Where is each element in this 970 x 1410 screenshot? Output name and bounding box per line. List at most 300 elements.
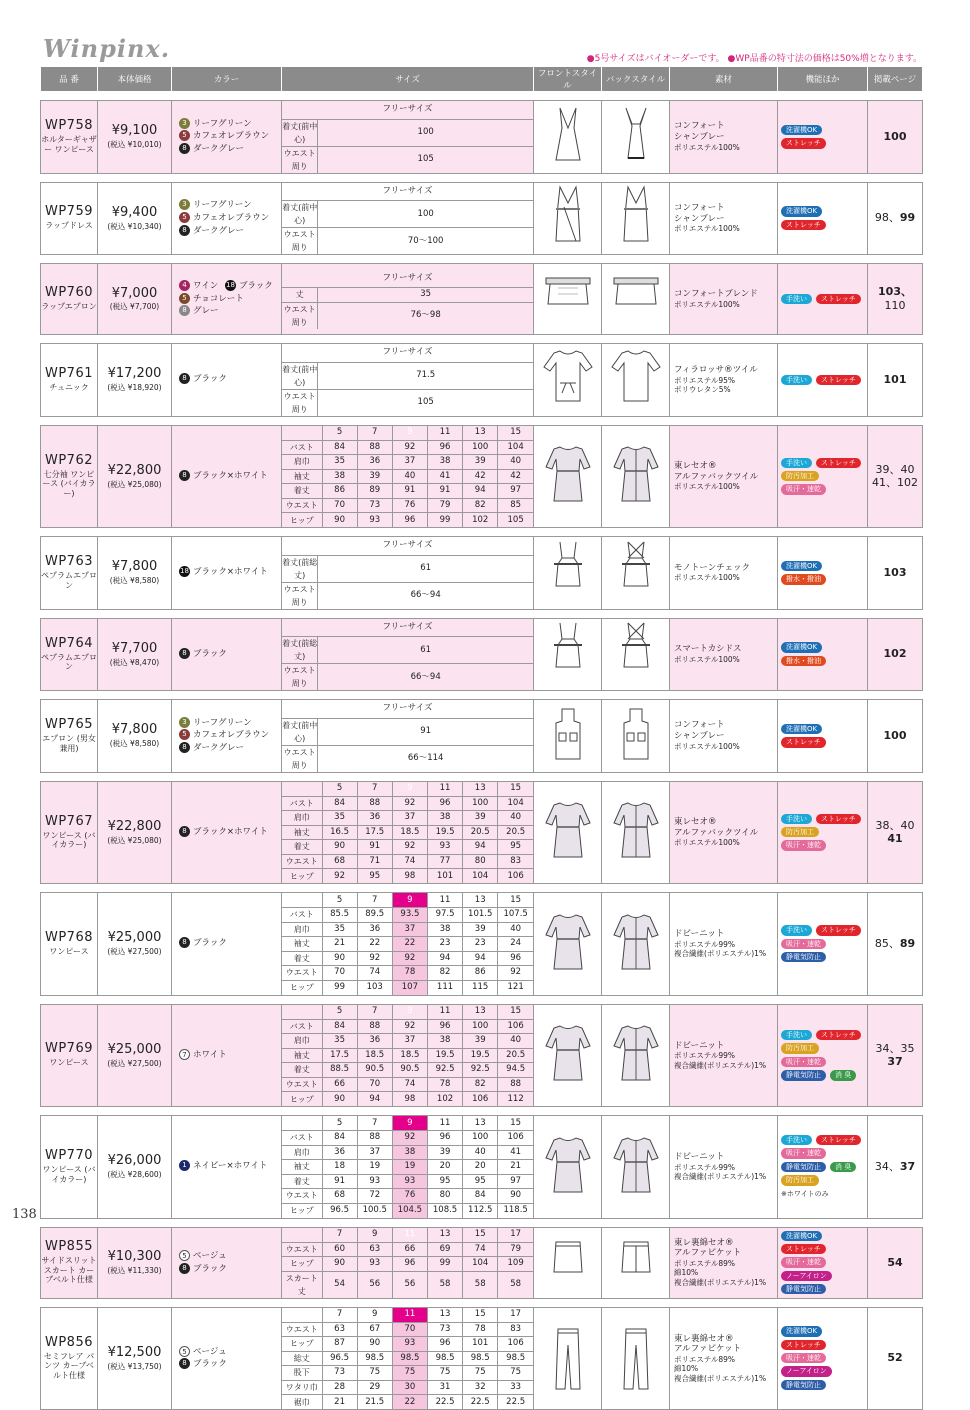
front-style-illustration [534, 182, 602, 255]
color-label: ベージュ [193, 1346, 227, 1357]
size-value: 92 [392, 1131, 427, 1146]
function-cell [778, 344, 868, 417]
back-style-illustration [602, 700, 670, 773]
garment-illustration-svg [606, 797, 666, 867]
page-ref-cell [868, 618, 923, 691]
size-value: 93 [392, 1174, 427, 1189]
front-style-illustration [534, 425, 602, 528]
size-value: 37 [392, 811, 427, 826]
material-cell [670, 1116, 778, 1219]
size-cell [282, 1004, 534, 1107]
size-column-header: 7 [357, 1116, 392, 1131]
material-name: アルファピケット [674, 1344, 742, 1355]
material-composition: 複合繊維(ポリエステル)1% [674, 949, 767, 959]
color-option [179, 130, 281, 143]
function-badge: ストレッチ [816, 1135, 861, 1145]
product-row [41, 1307, 923, 1410]
product-code-cell [41, 1307, 98, 1410]
size-value: 70 [392, 1322, 427, 1337]
page-ref-cell [868, 781, 923, 884]
color-number-icon: 5 [179, 1346, 190, 1357]
size-column-header: 13 [427, 1308, 462, 1323]
size-value: 19.5 [427, 1048, 462, 1063]
garment-illustration-svg [606, 183, 666, 253]
color-label: カフェオレブラウン [193, 730, 270, 741]
size-table [282, 619, 533, 691]
function-badge: ストレッチ [781, 1340, 826, 1350]
color-label: ブラック [238, 280, 273, 291]
size-value: 40 [498, 455, 533, 470]
size-column-header: 5 [322, 426, 357, 441]
color-option [179, 1049, 281, 1062]
size-table [282, 893, 533, 995]
size-column-header: 9 [392, 426, 427, 441]
product-subtitle: サイドスリット スカート カーブベルト仕様 [41, 1256, 97, 1285]
function-badge: 手洗い [781, 294, 812, 304]
size-row-label: ウエスト周り [282, 302, 318, 329]
product-subtitle: ラップエプロン [41, 302, 97, 312]
size-value: 101 [463, 1337, 498, 1352]
function-badge: 消 臭 [830, 1162, 856, 1172]
size-value: 73 [357, 498, 392, 513]
size-row-label: ヒップ [282, 1203, 322, 1218]
page-ref: 52 [887, 1351, 903, 1365]
product-row [41, 618, 923, 691]
size-value: 36 [357, 922, 392, 937]
size-value: 94 [427, 951, 462, 966]
function-badge: 消 臭 [830, 1070, 856, 1080]
size-value: 88 [357, 1131, 392, 1146]
size-corner [282, 1228, 322, 1243]
size-value: 72 [357, 1189, 392, 1204]
function-badge: 吸汗・速乾 [781, 939, 826, 949]
product-row [41, 344, 923, 417]
color-label: ダークグレー [193, 225, 245, 236]
product-code-cell [41, 182, 98, 255]
page-ref-cell [868, 700, 923, 773]
product-code-cell [41, 781, 98, 884]
size-value: 69 [427, 1242, 462, 1257]
size-value: 22.5 [427, 1395, 462, 1410]
material-name: 東レ裏綿セオ® [674, 1237, 734, 1248]
size-value: 74 [392, 854, 427, 869]
material-name: ドビーニット [674, 1040, 725, 1051]
size-value: 21 [322, 1395, 357, 1410]
page-ref-cell [868, 537, 923, 610]
function-badge: 静電気防止 [781, 1162, 826, 1172]
size-value: 36 [357, 455, 392, 470]
size-row-label: 袖丈 [282, 825, 322, 840]
function-cell [778, 893, 868, 996]
price: ¥22,800 [107, 462, 162, 478]
size-row-label: 総丈 [282, 1351, 322, 1366]
page-ref: 37 [899, 1159, 916, 1173]
size-value: 35 [322, 922, 357, 937]
color-number-icon: 8 [179, 648, 190, 659]
size-value: 92 [357, 951, 392, 966]
size-value: 92 [498, 966, 533, 981]
page-ref: 100 [883, 728, 907, 742]
front-style-illustration [534, 781, 602, 884]
product-row [41, 264, 923, 335]
tax-price: (税込 ¥28,600) [107, 1170, 162, 1180]
tax-price: (税込 ¥27,500) [107, 1058, 162, 1068]
size-value: 37 [392, 1034, 427, 1049]
front-style-illustration [534, 537, 602, 610]
size-row-label: 着丈 [282, 484, 322, 499]
tax-price: (税込 ¥25,080) [107, 835, 162, 845]
size-value: 76 [392, 498, 427, 513]
size-value: 112 [498, 1092, 533, 1107]
material-cell [670, 700, 778, 773]
size-cell [282, 781, 534, 884]
material-cell [670, 1004, 778, 1107]
product-code: WP759 [44, 204, 93, 220]
size-value: 99 [322, 980, 357, 995]
function-badge: 洗濯機OK [781, 724, 822, 734]
garment-illustration-svg [538, 264, 598, 334]
size-value: 98.5 [427, 1351, 462, 1366]
size-column-header: 9 [392, 893, 427, 908]
size-value: 76～98 [318, 302, 533, 329]
size-value: 42 [463, 469, 498, 484]
product-row [41, 1004, 923, 1107]
product-row [41, 700, 923, 773]
size-value: 92 [392, 840, 427, 855]
size-value: 77 [427, 854, 462, 869]
size-value: 118.5 [498, 1203, 533, 1218]
product-subtitle: チュニック [49, 382, 89, 392]
product-code-cell [41, 537, 98, 610]
size-cell [282, 264, 534, 335]
color-number-icon: 1 [179, 1160, 190, 1171]
product-code: WP765 [44, 717, 93, 733]
size-value: 112.5 [463, 1203, 498, 1218]
product-code: WP769 [44, 1041, 93, 1057]
color-label: ブラック×ホワイト [193, 567, 268, 578]
material-composition: ポリエステル100% [674, 142, 740, 152]
size-value: 93 [427, 840, 462, 855]
color-label: チョコレート [193, 293, 244, 304]
size-value: 19 [357, 1160, 392, 1175]
colors-cell [172, 1227, 282, 1298]
size-value: 84 [322, 796, 357, 811]
price: ¥10,300 [107, 1249, 162, 1265]
page-ref: 98、 [874, 211, 900, 225]
size-value: 80 [427, 1189, 462, 1204]
size-row-label: 着丈(前総丈) [282, 555, 318, 582]
color-option [179, 373, 281, 386]
size-value: 16.5 [322, 825, 357, 840]
size-column-header: 9 [392, 1005, 427, 1020]
garment-illustration-svg [606, 619, 666, 689]
product-code: WP770 [44, 1148, 93, 1164]
page-ref-cell [868, 1004, 923, 1107]
size-column-header: 15 [498, 1116, 533, 1131]
size-value: 66～114 [318, 745, 533, 772]
colors-cell [172, 264, 282, 335]
tax-price: (税込 ¥13,750) [107, 1361, 162, 1371]
page-ref-cell [868, 1116, 923, 1219]
size-value: 101 [427, 869, 462, 884]
product-subtitle: ラップドレス [45, 221, 93, 231]
color-option [179, 199, 281, 212]
material-name: アルファバックツイル [674, 827, 759, 838]
size-value: 88 [357, 1019, 392, 1034]
color-option [179, 1346, 281, 1359]
size-value: 31 [427, 1380, 462, 1395]
size-value: 95 [427, 1174, 462, 1189]
size-column-header: 7 [357, 1005, 392, 1020]
header-size: サイズ [282, 67, 534, 92]
size-column-header: 11 [427, 1005, 462, 1020]
size-value: 99 [427, 1257, 462, 1272]
product-subtitle: 七分袖 ワンピース (バイカラー) [42, 469, 96, 499]
size-value: 75 [427, 1366, 462, 1381]
color-number-icon: 8 [179, 373, 190, 384]
size-row-label: ウエスト [282, 1242, 322, 1257]
size-value: 105 [498, 513, 533, 528]
size-value: 82 [463, 1077, 498, 1092]
size-value: 39 [463, 455, 498, 470]
garment-illustration-svg [538, 538, 598, 608]
size-cell [282, 425, 534, 528]
size-value: 82 [427, 966, 462, 981]
size-value: 95 [498, 840, 533, 855]
size-value: 94.5 [498, 1063, 533, 1078]
garment-illustration-svg [538, 909, 598, 979]
size-row-label: バスト [282, 1019, 322, 1034]
size-value: 58 [463, 1271, 498, 1298]
size-value: 92.5 [463, 1063, 498, 1078]
page-ref: 37 [887, 1055, 903, 1069]
colors-cell [172, 1004, 282, 1107]
price-cell [98, 1307, 172, 1410]
size-value: 100 [463, 796, 498, 811]
tax-price: (税込 ¥8,580) [109, 576, 160, 586]
price-cell [98, 893, 172, 996]
size-column-header: 5 [322, 1005, 357, 1020]
size-table [282, 426, 533, 528]
material-composition: 複合繊維(ポリエステル)1% [674, 1277, 767, 1287]
product-subtitle: ワンピース (バイカラー) [42, 830, 96, 850]
size-value: 90 [322, 951, 357, 966]
color-label: ダークグレー [193, 144, 245, 155]
product-subtitle: ワンピース [49, 1058, 89, 1068]
size-cell [282, 618, 534, 691]
size-value: 91 [322, 1174, 357, 1189]
size-row-label: ウエスト [282, 1189, 322, 1204]
material-name: モノトーンチェック [674, 562, 750, 573]
size-value: 68 [322, 1189, 357, 1204]
size-row-label: 丈 [282, 288, 318, 303]
size-value: 93 [357, 513, 392, 528]
colors-cell [172, 1307, 282, 1410]
page-ref-cell [868, 893, 923, 996]
size-value: 104.5 [392, 1203, 427, 1218]
size-row-label: 着丈 [282, 840, 322, 855]
size-value: 84 [322, 1019, 357, 1034]
material-cell [670, 1227, 778, 1298]
size-value: 38 [427, 1034, 462, 1049]
size-value: 88 [357, 440, 392, 455]
size-cell [282, 1227, 534, 1298]
back-style-illustration [602, 1004, 670, 1107]
header-page: 掲載ページ [868, 67, 923, 92]
free-size-label: フリーサイズ [282, 619, 533, 637]
function-badge: 防汚加工 [781, 471, 819, 481]
size-value: 100 [318, 201, 533, 228]
size-column-header: 13 [427, 1228, 462, 1243]
front-style-illustration [534, 344, 602, 417]
size-value: 20.5 [498, 825, 533, 840]
price: ¥9,100 [111, 123, 158, 139]
material-composition: ポリエステル100% [674, 741, 740, 751]
garment-illustration-svg [606, 538, 666, 608]
material-name: シャンブレー [674, 132, 725, 143]
color-label: ワイン [193, 280, 219, 291]
price-cell [98, 1227, 172, 1298]
size-cell [282, 344, 534, 417]
size-table [282, 1308, 533, 1410]
size-value: 70 [322, 966, 357, 981]
back-style-illustration [602, 101, 670, 174]
garment-illustration-svg [606, 441, 666, 511]
color-option [179, 566, 281, 579]
colors-cell [172, 537, 282, 610]
size-value: 38 [427, 922, 462, 937]
color-number-icon: 3 [179, 717, 190, 728]
size-row-label: ウエスト [282, 1322, 322, 1337]
size-corner [282, 426, 322, 441]
size-value: 92.5 [427, 1063, 462, 1078]
size-value: 74 [463, 1242, 498, 1257]
colors-cell [172, 700, 282, 773]
size-value: 37 [392, 455, 427, 470]
color-label: ブラック×ホワイト [193, 826, 268, 837]
size-value: 38 [392, 1145, 427, 1160]
size-value: 78 [392, 966, 427, 981]
function-cell [778, 1307, 868, 1410]
size-column-header: 9 [392, 782, 427, 797]
color-label: リーフグリーン [193, 200, 252, 211]
size-value: 37 [357, 1145, 392, 1160]
product-code: WP767 [44, 813, 93, 829]
page-ref-cell [868, 264, 923, 335]
size-value: 82 [463, 498, 498, 513]
material-name: シャンブレー [674, 213, 725, 224]
size-value: 21.5 [357, 1395, 392, 1410]
size-value: 97 [498, 1174, 533, 1189]
material-composition: ポリエステル99% [674, 1051, 735, 1061]
price-cell [98, 425, 172, 528]
garment-illustration-svg [606, 1020, 666, 1090]
page-number: 138 [12, 1207, 37, 1222]
size-value: 66 [392, 1242, 427, 1257]
size-column-header: 11 [427, 1116, 462, 1131]
size-value: 42 [498, 469, 533, 484]
function-badge: 撥水・撥油 [781, 656, 826, 666]
garment-illustration-svg [606, 102, 666, 172]
price: ¥22,800 [107, 818, 162, 834]
size-column-header: 9 [392, 1116, 427, 1131]
garment-illustration-svg [606, 701, 666, 771]
colors-cell [172, 1116, 282, 1219]
size-value: 63 [322, 1322, 357, 1337]
size-value: 74 [357, 966, 392, 981]
material-cell [670, 101, 778, 174]
function-badge: 手洗い [781, 375, 812, 385]
garment-illustration-svg [538, 102, 598, 172]
material-composition: 複合繊維(ポリエステル)1% [674, 1060, 767, 1070]
page-ref: 99 [899, 211, 916, 225]
size-value: 21 [322, 937, 357, 952]
product-code-cell [41, 1227, 98, 1298]
product-code-cell [41, 1004, 98, 1107]
material-composition: ポリエステル100% [674, 299, 740, 309]
function-cell [778, 425, 868, 528]
size-row-label: ヒップ [282, 980, 322, 995]
size-value: 86 [463, 966, 498, 981]
color-number-icon: 8 [179, 143, 190, 154]
size-value: 61 [318, 637, 533, 664]
size-value: 90 [322, 513, 357, 528]
front-style-illustration [534, 264, 602, 335]
product-code: WP762 [44, 452, 93, 468]
size-value: 100 [463, 1131, 498, 1146]
colors-cell [172, 101, 282, 174]
color-option [179, 648, 281, 661]
size-corner [282, 1116, 322, 1131]
size-value: 20 [463, 1160, 498, 1175]
size-row-label: 着丈 [282, 1174, 322, 1189]
size-row-label: 着丈(前中心) [282, 201, 318, 228]
size-value: 18 [322, 1160, 357, 1175]
page-ref-cell [868, 101, 923, 174]
material-composition: 綿10% [674, 1364, 699, 1374]
size-row-label: バスト [282, 440, 322, 455]
product-code: WP855 [44, 1239, 93, 1255]
product-code-cell [41, 700, 98, 773]
size-row-label: 着丈(前中心) [282, 718, 318, 745]
function-badge: ストレッチ [781, 220, 826, 230]
size-value: 35 [322, 1034, 357, 1049]
size-column-header: 13 [463, 893, 498, 908]
size-value: 18.5 [357, 1048, 392, 1063]
size-value: 98 [392, 1092, 427, 1107]
size-column-header: 7 [357, 893, 392, 908]
color-option [179, 937, 281, 950]
page-ref: 41、102 [872, 476, 918, 490]
function-cell [778, 781, 868, 884]
size-value: 95 [463, 1174, 498, 1189]
size-value: 66～94 [318, 664, 533, 691]
size-value: 100 [318, 119, 533, 146]
size-value: 90 [322, 840, 357, 855]
product-row [41, 182, 923, 255]
color-option [179, 826, 281, 839]
function-badge: ストレッチ [816, 925, 861, 935]
size-value: 75 [498, 1366, 533, 1381]
size-value: 37 [392, 922, 427, 937]
material-cell [670, 264, 778, 335]
garment-illustration-svg [538, 701, 598, 771]
tax-price: (税込 ¥27,500) [107, 947, 162, 957]
material-composition: ポリエステル89% [674, 1259, 735, 1269]
function-badge: ストレッチ [781, 1244, 826, 1254]
size-value: 36 [357, 811, 392, 826]
garment-illustration-svg [606, 1132, 666, 1202]
